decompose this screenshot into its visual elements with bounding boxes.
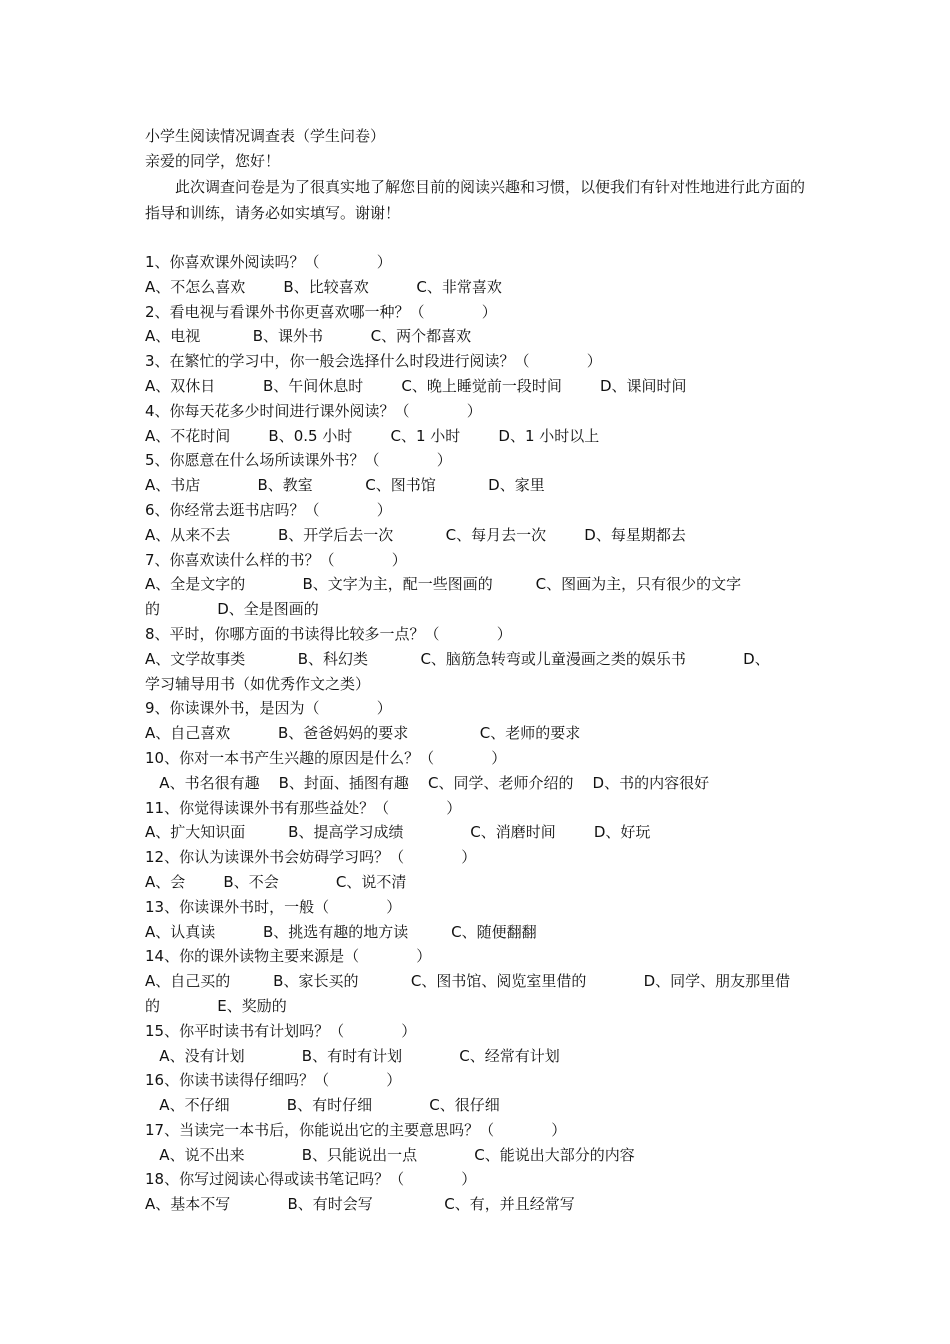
question-text: 10、你对一本书产生兴趣的原因是什么？（ ） [145, 748, 507, 767]
question-text: 12、你认为读课外书会妨碍学习吗？（ ） [145, 848, 477, 867]
answer-options: 的 D、全是图画的 [145, 600, 319, 619]
question-text: 17、当读完一本书后，你能说出它的主要意思吗？（ ） [145, 1120, 567, 1139]
answer-options: A、不仔细 B、有时仔细 C、很仔细 [145, 1096, 500, 1115]
question-text: 15、你平时读书有计划吗？（ ） [145, 1021, 417, 1040]
answer-options: A、说不出来 B、只能说出一点 C、能说出大部分的内容 [145, 1145, 635, 1164]
answer-options: A、不花时间 B、0.5 小时 C、1 小时 D、1 小时以上 [145, 426, 600, 445]
question-text: 2、看电视与看课外书你更喜欢哪一种？（ ） [145, 302, 497, 321]
answer-options: A、书店 B、教室 C、图书馆 D、家里 [145, 476, 545, 495]
answer-options: A、双休日 B、午间休息时 C、晚上睡觉前一段时间 D、课间时间 [145, 376, 687, 395]
question-text: 6、你经常去逛书店吗？（ ） [145, 500, 392, 519]
question-text: 9、你读课外书，是因为（ ） [145, 699, 392, 718]
spacer [145, 226, 815, 250]
question-list [145, 250, 815, 1217]
answer-options: A、电视 B、课外书 C、两个都喜欢 [145, 327, 472, 346]
answer-options: A、自己买的 B、家长买的 C、图书馆、阅览室里借的 D、同学、朋友那里借 [145, 972, 791, 991]
answer-options: A、从来不去 B、开学后去一次 C、每月去一次 D、每星期都去 [145, 525, 686, 544]
answer-options: 学习辅导用书（如优秀作文之类） [145, 674, 371, 693]
question-text: 13、你读课外书时，一般（ ） [145, 897, 402, 916]
question-text: 7、你喜欢读什么样的书？（ ） [145, 550, 407, 569]
answer-options: 的 E、奖励的 [145, 996, 287, 1015]
intro-paragraph: 此次调查问卷是为了很真实地了解您目前的阅读兴趣和习惯，以便我们有针对性地进行此方面的指导和训练，请务必如实填写。谢谢！ [145, 178, 806, 222]
question-text: 14、你的课外读物主要来源是（ ） [145, 947, 432, 966]
greeting: 亲爱的同学，您好！ [145, 152, 281, 170]
question-text: 8、平时，你哪方面的书读得比较多一点？（ ） [145, 624, 512, 643]
answer-options: A、基本不写 B、有时会写 C、有，并且经常写 [145, 1195, 575, 1214]
question-text: 4、你每天花多少时间进行课外阅读？（ ） [145, 401, 482, 420]
answer-options: A、认真读 B、挑选有趣的地方读 C、随便翻翻 [145, 922, 537, 941]
question-text: 5、你愿意在什么场所读课外书？（ ） [145, 451, 452, 470]
question-text: 16、你读书读得仔细吗？（ ） [145, 1071, 402, 1090]
answer-options: A、扩大知识面 B、提高学习成绩 C、消磨时间 D、好玩 [145, 823, 651, 842]
answer-options: A、会 B、不会 C、说不清 [145, 872, 407, 891]
answer-options: A、自己喜欢 B、爸爸妈妈的要求 C、老师的要求 [145, 724, 581, 743]
answer-options: A、全是文字的 B、文字为主，配一些图画的 C、图画为主，只有很少的文字 [145, 575, 742, 594]
answer-options: A、文学故事类 B、科幻类 C、脑筋急转弯或儿童漫画之类的娱乐书 D、 [145, 649, 770, 668]
question-text: 1、你喜欢课外阅读吗？（ ） [145, 253, 392, 271]
answer-options: A、不怎么喜欢 B、比较喜欢 C、非常喜欢 [145, 277, 502, 296]
question-text: 3、在繁忙的学习中，你一般会选择什么时段进行阅读？（ ） [145, 352, 602, 371]
answer-options: A、没有计划 B、有时有计划 C、经常有计划 [145, 1046, 560, 1065]
question-text: 11、你觉得读课外书有那些益处？（ ） [145, 798, 462, 817]
question-text: 18、你写过阅读心得或读书笔记吗？（ ） [145, 1170, 477, 1189]
survey-document [145, 124, 815, 1217]
survey-title: 小学生阅读情况调查表（学生问卷） [145, 127, 386, 145]
answer-options: A、书名很有趣 B、封面、插图有趣 C、同学、老师介绍的 D、书的内容很好 [145, 773, 710, 792]
